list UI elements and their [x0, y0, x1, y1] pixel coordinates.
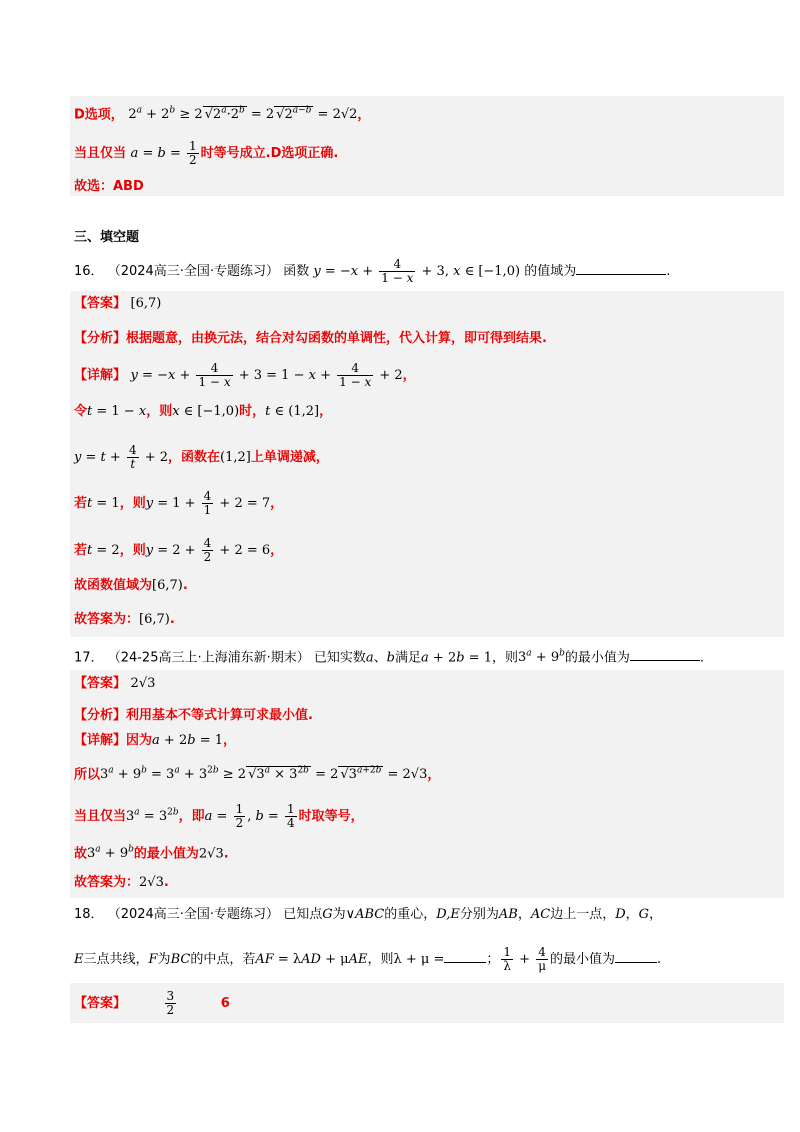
q17-stem: 17． （24-25高三上·上海浦东新·期末） 已知实数a、b满足a + 2b = 1，则$3^a + 9^b$的最小值为 .: [74, 649, 705, 666]
q18-answer-line: 【答案】 $\frac{3}{2}$ 6: [74, 989, 230, 1017]
prev-d-option: D选项，: [74, 107, 124, 123]
q16-answer: [6,7): [130, 296, 162, 311]
q16-detail-4: 若t = 1，则y = 1 + $\frac{4}{1}$ + 2 = 7，: [74, 489, 284, 517]
q16-detail-3: y = t + $\frac{4}{t}$ + 2，函数在(1,2]上单调递减，: [74, 443, 329, 471]
q17-answer: 2√3: [130, 676, 156, 691]
q17-detail-1: 【详解】因为a + 2b = 1，: [74, 733, 237, 748]
q16-source: （2024高三·全国·专题练习）: [107, 264, 280, 279]
q16-answer-label: 【答案】: [74, 296, 127, 311]
q18-blank-2: [615, 950, 657, 963]
q16-detail-5: 若t = 2，则y = 2 + $\frac{4}{2}$ + 2 = 6，: [74, 536, 284, 564]
section-title: 三、填空题: [74, 230, 140, 245]
prev-equality-suffix: 时等号成立.D选项正确.: [200, 146, 339, 161]
prev-equality-prefix: 当且仅当: [74, 146, 127, 161]
q17-detail-3: 当且仅当$3^a = 3^{2b}$，即a = $\frac{1}{2}$ , b = $\frac{1}{4}$ 时取等号，: [74, 802, 364, 830]
q16-detail-label: 【详解】: [74, 368, 127, 383]
prev-equality-formula: a: [130, 146, 139, 161]
q18-answer-1: $\frac{3}{2}$: [166, 989, 175, 1017]
q16-detail-1: 【详解】 y = −x + $\frac{4}{1 - x}$ + 3 = 1 − x + $\frac{4}{1 - x}$ + 2，: [74, 361, 416, 389]
q16-stem-post: 的值域为: [524, 264, 577, 279]
q16-analysis: 根据题意，由换元法，结合对勾函数的单调性，代入计算，即可得到结果.: [126, 331, 547, 346]
q16-analysis-line: [74, 331, 547, 347]
q17-detail-2: 所以$3^a + 9^b = 3^a + 3^{2b} \ge 2$ $√3^a \times 3^{2b} = 2$ $√3^{a+2b} = 2√3$，: [74, 766, 441, 783]
q18-stem-line-2: E三点共线，F为BC的中点，若AF = λAD + μAE，则λ + μ = ； $\frac{1}{\lambda}$ + $\frac{4}{\mu}$ 的最小值为 .: [74, 945, 662, 973]
q16-stem-formula: y = −x + $\frac{4}{1 - x}$ + 3, x ∈ [−1,0): [313, 257, 521, 285]
q17-detail-4: 故$3^a + 9^b$的最小值为2√3.: [74, 845, 229, 862]
q16-stem: 16． （2024高三·全国·专题练习） 函数 y = −x + $\frac{4}{1 - x}$ + 3, x ∈ [−1,0) 的值域为 .: [74, 257, 671, 285]
q18-stem-line-1: 18． （2024高三·全国·专题练习） 已知点G为∨ABC的重心，D,E分别为AB，AC边上一点，D，G，: [74, 907, 663, 922]
q16-answer-blank: [576, 262, 666, 275]
prev-equality-line: 当且仅当 a = b = $\frac{1}{2}$ 时等号成立.D选项正确.: [74, 139, 339, 167]
q17-detail-5: 故答案为：2√3.: [74, 875, 169, 890]
q18-answer-2: 6: [220, 996, 230, 1011]
q17-answer-line: 【答案】 2√3: [74, 676, 156, 691]
q16-detail-2: 令t = 1 − x，则x ∈ [−1,0)时，t ∈ (1,2]，: [74, 404, 333, 419]
q18-blank-1: [444, 950, 486, 963]
prev-d-option-line: D选项， $2^a + 2^b \ge 2$ $√2^a\cdot 2^b = 2$ $√2^{a-b} = 2√2$，: [74, 106, 371, 123]
q16-detail-6: 故函数值域为[6,7).: [74, 578, 188, 593]
q17-source: （24-25高三上·上海浦东新·期末）: [107, 650, 310, 666]
prev-d-formula: $2^a + 2^b \ge 2$ $√2^a\cdot 2^b = 2$ $√2^{a-b} = 2√2$: [128, 106, 358, 123]
q16-stem-pre: 函数: [283, 264, 310, 279]
prev-choice: 故选：ABD: [74, 179, 144, 194]
answer-box-q17: [70, 670, 784, 898]
q16-answer-line: [74, 296, 161, 312]
q16-analysis-label: 【分析】: [74, 331, 127, 346]
q16-number: 16．: [74, 264, 104, 279]
q16-detail-7: 故答案为：[6,7).: [74, 612, 175, 627]
q17-analysis-line: 【分析】利用基本不等式计算可求最小值.: [74, 708, 313, 723]
q17-answer-blank: [630, 648, 700, 661]
q17-number: 17．: [74, 650, 104, 666]
